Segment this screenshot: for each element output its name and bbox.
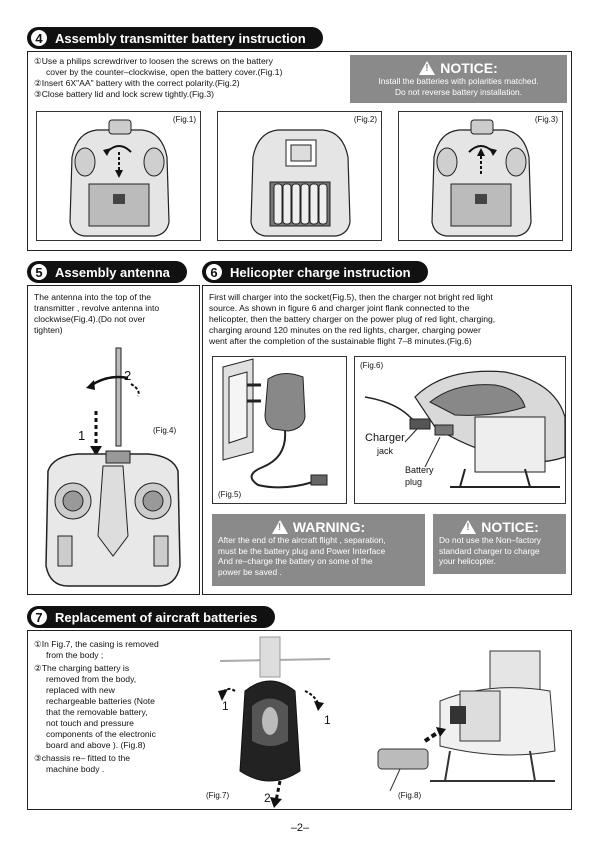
section-6-number: 6 — [204, 262, 224, 282]
section-5-line-4: tighten) — [34, 325, 63, 335]
fig-7-step-1b: 1 — [324, 713, 331, 727]
fig-4-label: (Fig.4) — [153, 426, 177, 435]
section-5-header — [27, 261, 187, 283]
warning-triangle-icon — [460, 520, 476, 534]
section-7-number: 7 — [29, 607, 49, 627]
warning-title: WARNING: — [292, 519, 366, 535]
section-6-line-2: source. As shown in figure 6 and charger joint flank connected to the — [209, 303, 470, 313]
section-7-title: Replacement of aircraft batteries — [55, 609, 258, 625]
transmitter-back-open-illustration — [37, 112, 202, 242]
warning-triangle-icon — [419, 61, 435, 75]
transmitter-back-closed-illustration — [399, 112, 564, 242]
section-7-line-1: ①In Fig.7, the casing is removed — [34, 639, 159, 649]
fig-4-step-2: 2 — [124, 368, 132, 383]
fig-7-label: (Fig.7) — [206, 791, 230, 800]
section-6-box — [202, 285, 572, 595]
section-6-line-5: went after the completion of the sustainable flight 7–8 minutes.(Fig.6) — [209, 336, 472, 346]
section-7-line-4: removed from the body, — [46, 674, 137, 684]
section-4-notice — [350, 55, 567, 103]
warning-line-4: power be saved . — [218, 566, 282, 577]
transmitter-battery-bay-illustration — [218, 112, 383, 242]
battery-plug-label: Battery — [405, 465, 434, 475]
notice-title: NOTICE: — [481, 519, 539, 535]
notice-line-1: Do not use the Non–factory — [439, 535, 541, 545]
notice-title: NOTICE: — [440, 60, 498, 76]
section-7-line-9: components of the electronic — [46, 729, 156, 739]
section-7-line-6: rechargeable batteries (Note — [46, 696, 155, 706]
section-4-header — [27, 27, 323, 49]
section-4-box — [27, 51, 572, 251]
section-7-box — [27, 630, 572, 810]
fig-8-battery-swap-illustration — [340, 631, 570, 809]
section-5-line-2: transmitter , revolve antenna into — [34, 303, 160, 313]
section-7-line-2: from the body ; — [46, 650, 104, 660]
fig-7-step-2: 2 — [264, 791, 271, 805]
antenna-install-illustration — [28, 286, 198, 591]
notice-line-2: Do not reverse battery installation. — [394, 86, 523, 97]
fig-7-canopy-removal-illustration — [200, 631, 340, 809]
section-5-number: 5 — [29, 262, 49, 282]
section-4-number: 4 — [29, 28, 49, 48]
fig-1-panel — [36, 111, 201, 241]
section-6-notice — [433, 514, 566, 574]
section-7-header — [27, 606, 275, 628]
warning-triangle-icon — [272, 520, 288, 534]
charger-jack-label-2: jack — [377, 446, 394, 456]
section-5-title: Assembly antenna — [55, 264, 170, 280]
section-7-line-12: machine body . — [46, 764, 105, 774]
fig-4-step-1: 1 — [78, 428, 86, 443]
fig-6-panel — [354, 356, 566, 504]
warning-line-2: must be the battery plug and Power Interface — [218, 545, 386, 556]
fig-1-label: (Fig.1) — [172, 115, 196, 124]
fig-7-step-1a: 1 — [222, 699, 229, 713]
charger-socket-illustration — [213, 357, 348, 505]
section-6-title: Helicopter charge instruction — [230, 264, 411, 280]
fig-8-label: (Fig.8) — [398, 791, 422, 800]
fig-5-panel — [212, 356, 347, 504]
section-7-line-5: replaced with new — [46, 685, 115, 695]
section-5-line-1: The antenna into the top of the — [34, 292, 152, 302]
section-5-box — [27, 285, 200, 595]
section-6-line-1: First will charger into the socket(Fig.5), then the charger not bright red light — [209, 292, 493, 302]
fig-2-panel — [217, 111, 382, 241]
helicopter-charging-illustration — [355, 357, 567, 505]
charger-jack-label: Charger — [365, 432, 405, 444]
section-6-line-3: helicopter, then the battery charger on the power plug of red light, charging, — [209, 314, 496, 324]
section-7-line-10: board and above ). (Fig.8) — [46, 740, 146, 750]
fig-3-label: (Fig.3) — [534, 115, 558, 124]
fig-6-label: (Fig.6) — [360, 361, 384, 370]
warning-box — [212, 514, 425, 586]
fig-2-label: (Fig.2) — [353, 115, 377, 124]
section-6-line-4: charging around 120 minutes on the red lights, charger, charging power — [209, 325, 481, 335]
section-4-step-1-cont: cover by the counter–clockwise, open the battery cover.(Fig.1) — [46, 67, 283, 77]
warning-line-3: And re–charge the battery on some of the — [218, 556, 373, 566]
section-4-step-3: ③Close battery lid and lock screw tightly.(Fig.3) — [34, 89, 214, 99]
section-5-line-3: clockwise(Fig.4).(Do not over — [34, 314, 146, 324]
section-6-header — [202, 261, 428, 283]
page-number: –2– — [290, 822, 310, 834]
section-7-line-8: not touch and pressure — [46, 718, 134, 728]
section-4-title: Assembly transmitter battery instruction — [55, 30, 306, 46]
section-4-step-1: ①Use a philips screwdriver to loosen the screws on the battery — [34, 56, 273, 66]
battery-plug-label-2: plug — [405, 477, 423, 487]
section-4-step-2: ②Insert 6X"AA" battery with the correct polarity.(Fig.2) — [34, 78, 240, 88]
fig-3-panel — [398, 111, 563, 241]
section-7-line-7: that the removable battery, — [46, 707, 148, 717]
notice-line-2: standard charger to charge — [439, 545, 540, 556]
warning-line-1: After the end of the aircraft flight , separation, — [218, 535, 386, 545]
fig-5-label: (Fig.5) — [218, 490, 242, 499]
notice-line-1: Install the batteries with polarities matched. — [378, 76, 539, 86]
section-7-line-3: ②The charging battery is — [34, 663, 130, 673]
notice-line-3: your helicopter. — [439, 556, 496, 566]
section-7-line-11: ③chassis re– fitted to the — [34, 753, 131, 763]
